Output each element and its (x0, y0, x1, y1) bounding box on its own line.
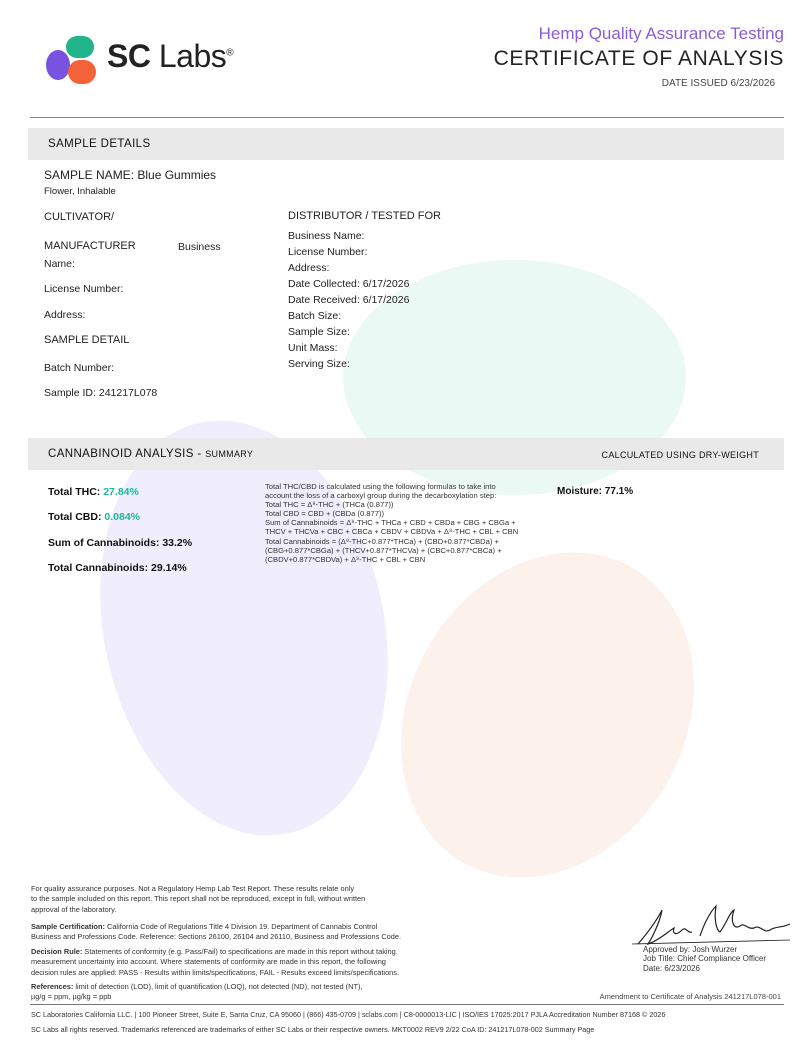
formula-line: account the loss of a carboxyl group during the decarboxylation step: (265, 491, 497, 501)
formula-line: THCV + THCVa + CBC + CBCa + CBDV + CBDVa + Δ⁸-THC + CBL + CBN (265, 527, 519, 537)
amendment-note: Amendment to Certificate of Analysis 241217L078-001 (599, 992, 781, 1001)
job-title: Job Title: Chief Compliance Officer (643, 954, 767, 964)
name-label: Name: (44, 258, 75, 270)
qa-note: For quality assurance purposes. Not a Regulatory Hemp Lab Test Report. These results relate only to the sample included on this report. This report shall not be reproduced, except in full, without written approval of the laboratory. (31, 884, 366, 914)
formula-line: (CBG+0.877*CBGa) + (THCV+0.877*THCVa) + (CBC+0.877*CBCa) + (265, 545, 502, 555)
rights-line: SC Labs all rights reserved. Trademarks referenced are trademarks of either SC Labs or their respective owners. MKT0002 REV9 2/22 CoA ID: 241217L078-002 Summary Page (31, 1025, 595, 1034)
total-thc: Total THC: 27.84% (48, 486, 139, 498)
batch-number-label: Batch Number: (44, 362, 115, 374)
formula-line: Sum of Cannabinoids = Δ⁹-THC + THCa + CBD + CBDa + CBG + CBGa + (265, 518, 516, 528)
distributor-title: DISTRIBUTOR / TESTED FOR (288, 210, 441, 222)
logo-mark (46, 36, 102, 84)
approved-by: Approved by: Josh Wurzer (643, 945, 738, 954)
sample-name: SAMPLE NAME: Blue Gummies (44, 168, 217, 182)
distributor-business-name: Business Name: (288, 230, 365, 242)
logo-green-circle (66, 36, 94, 58)
header-subtitle: CERTIFICATE OF ANALYSIS (493, 47, 784, 70)
sample-id: Sample ID: 241217L078 (44, 387, 158, 399)
formula-line: (CBDV+0.877*CBDVa) + Δ⁸-THC + CBL + CBN (265, 554, 426, 564)
signature-block (643, 945, 766, 973)
formula-line: Total THC/CBD is calculated using the following formulas to take into (265, 482, 496, 491)
formula-line: Total CBD = CBD + (CBDa (0.877)) (265, 509, 385, 519)
total-thc-value: 27.84% (103, 486, 139, 498)
cannabinoid-title: CANNABINOID ANALYSIS - SUMMARY (48, 448, 254, 460)
distributor-license: License Number: (288, 246, 368, 258)
signature-date: Date: 6/23/2026 (643, 963, 700, 973)
references: References: limit of detection (LOD), limit of quantification (LOQ), not detected (ND), not tested (NT), µg/g = ppm, µg/kg = ppb (31, 982, 363, 1002)
sum-cannabinoids: Sum of Cannabinoids: 33.2% (48, 537, 193, 549)
distributor-address: Address: (288, 262, 330, 274)
formula-block (265, 482, 540, 564)
brand-name: SC Labs® (107, 38, 234, 74)
logo-orange-circle (68, 60, 96, 84)
calc-note: CALCULATED USING DRY-WEIGHT (601, 450, 759, 460)
sample-size: Sample Size: (288, 326, 350, 338)
date-issued: DATE ISSUED 6/23/2026 (661, 78, 775, 89)
formula-line: Total THC = Δ⁹-THC + (THCa (0.877)) (265, 500, 394, 510)
sample-certification: Sample Certification: California Code of Regulations Title 4 Division 19. Department of Cannabis Control Business and Professions Code. Reference: Sections 26100, 26104 and 26110, Business and Professions Code. (31, 922, 402, 942)
total-cbd-value: 0.084% (104, 511, 141, 523)
unit-mass: Unit Mass: (288, 342, 338, 354)
company-line: SC Laboratories California LLC. | 100 Pioneer Street, Suite E, Santa Cruz, CA 95060 | (866) 435-0709 | sclabs.com | C8-0000013-LIC | ISO/IES 17025:2017 PJLA Accreditation Number 87168 © 2026 (31, 1010, 666, 1019)
address-label: Address: (44, 309, 86, 321)
formula-line: Total Cannabinoids = (Δ⁹-THC+0.877*THCa) + (CBD+0.877*CBDa) + (265, 536, 499, 546)
header-divider (30, 117, 784, 118)
decision-rule: Decision Rule: Statements of conformity (e.g. Pass/Fail) to specifications are made in this report without taking measurement uncertainty into account. Where statements of conformity are made in this report, the following decision rules are applied: PASS - Results within limits/specifications, FAIL - Results exceed limits/specifications. (31, 947, 400, 977)
serving-size: Serving Size: (288, 358, 350, 370)
moisture: Moisture: 77.1% (557, 486, 634, 497)
date-collected: Date Collected: 6/17/2026 (288, 278, 410, 290)
header-title: Hemp Quality Assurance Testing (538, 24, 784, 43)
sample-details-bar (28, 128, 784, 160)
signature-image (630, 900, 795, 950)
business-label: Business (178, 241, 221, 253)
cultivator-label: CULTIVATOR/ (44, 211, 115, 223)
footer-divider (30, 1004, 784, 1005)
license-label: License Number: (44, 283, 124, 295)
sample-type: Flower, Inhalable (44, 186, 116, 197)
sample-detail-label: SAMPLE DETAIL (44, 334, 130, 346)
manufacturer-label: MANUFACTURER (44, 240, 136, 252)
total-cbd: Total CBD: 0.084% (48, 511, 141, 523)
cannabinoid-bar (28, 438, 784, 470)
sample-details-title: SAMPLE DETAILS (48, 138, 151, 150)
total-cannabinoids: Total Cannabinoids: 29.14% (48, 562, 187, 574)
date-received: Date Received: 6/17/2026 (288, 294, 410, 306)
batch-size: Batch Size: (288, 310, 342, 322)
logo-purple-circle (46, 50, 70, 80)
